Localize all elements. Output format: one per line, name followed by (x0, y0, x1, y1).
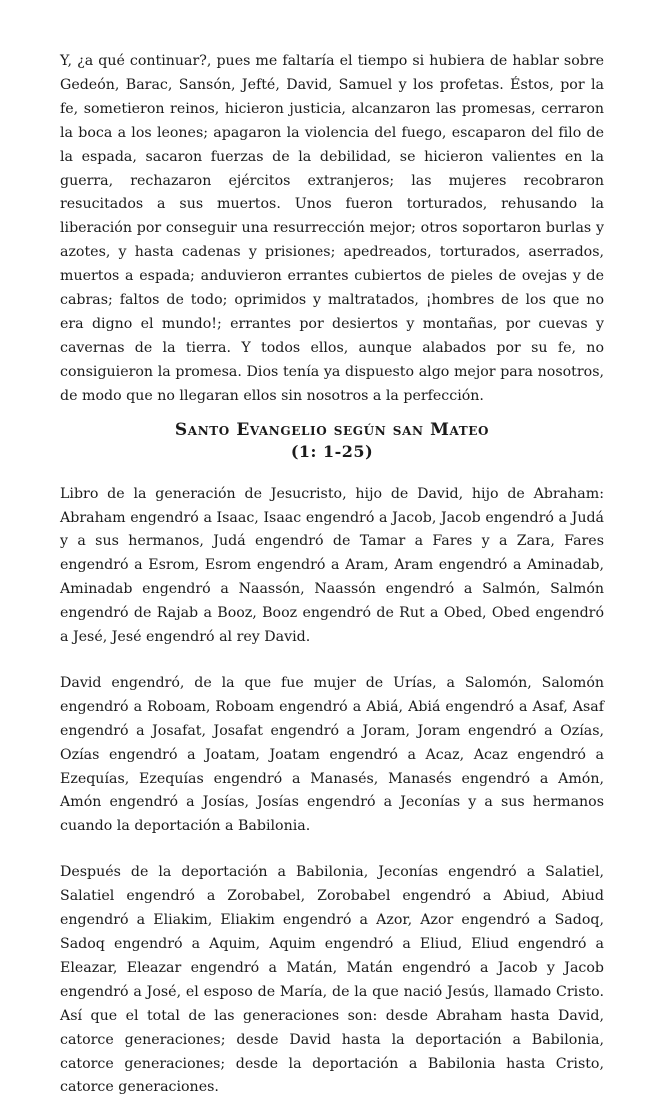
document-page (60, 50, 604, 1100)
gospel-paragraph-2: David engendró, de la que fue mujer de Urías, a Salomón, Salomón engendró a Roboam, Roboam engendró a Abiá, Abiá engendró a Asaf, Asaf engendró a Josafat, Josafat engendró a Joram, Joram engendró a Ozías, Ozías engendró a Joatam, Joatam engendró a Acaz, Acaz engendró a Ezequías, Ezequías engendró a Manasés, Manasés engendró a Amón, Amón engendró a Josías, Josías engendró a Jeconías y a sus hermanos cuando la deportación a Babilonia. (60, 674, 604, 835)
gospel-reference: (1: 1-25) (290, 441, 374, 461)
gospel-paragraph-3: Después de la deportación a Babilonia, Jeconías engendró a Salatiel, Salatiel engendró a Zorobabel, Zorobabel engendró a Abiud, Abiud engendró a Eliakim, Eliakim engendró a Azor, Azor engendró a Sadoq, Sadoq engendró a Aquim, Aquim engendró a Eliud, Eliud engendró a Eleazar, Eleazar engendró a Matán, Matán engendró a Jacob y Jacob engendró a José, el esposo de María, de la que nació Jesús, llamado Cristo. Así que el total de las generaciones son: desde Abraham hasta David, catorce generaciones; desde David hasta la deportación a Babilonia, catorce generaciones; desde la deportación a Babilonia hasta Cristo, catorce generaciones. (60, 864, 604, 1096)
reading-paragraph: Y, ¿a qué continuar?, pues me faltaría el tiempo si hubiera de hablar sobre Gedeón, Barac, Sansón, Jefté, David, Samuel y los profetas. Éstos, por la fe, sometieron reinos, hicieron justicia, alcanzaron las promesas, cerraron la boca a los leones; apagaron la violencia del fuego, escaparon del filo de la espada, sacaron fuerzas de la debilidad, se hicieron valientes en la guerra, rechazaron ejércitos extranjeros; las mujeres recobraron resucitados a sus muertos. Unos fueron torturados, rehusando la liberación por conseguir una resurrección mejor; otros soportaron burlas y azotes, y hasta cadenas y prisiones; apedreados, torturados, aserrados, muertos a espada; anduvieron errantes cubiertos de pieles de ovejas y de cabras; faltos de todo; oprimidos y maltratados, ¡hombres de los que no era digno el mundo!; errantes por desiertos y montañas, por cuevas y cavernas de la tierra. Y todos ellos, aunque alabados por su fe, no consiguieron la promesa. Dios tenía ya dispuesto algo mejor para nosotros, de modo que no llegaran ellos sin nosotros a la perfección. (60, 53, 604, 404)
gospel-heading (60, 419, 604, 463)
gospel-paragraph-1: Libro de la generación de Jesucristo, hijo de David, hijo de Abraham: Abraham engendró a Isaac, Isaac engendró a Jacob, Jacob engendró a Judá y a sus hermanos, Judá engendró de Tamar a Fares y a Zara, Fares engendró a Esrom, Esrom engendró a Aram, Aram engendró a Aminadab, Aminadab engendró a Naassón, Naassón engendró a Salmón, Salmón engendró de Rajab a Booz, Booz engendró de Rut a Obed, Obed engendró a Jesé, Jesé engendró al rey David. (60, 485, 604, 646)
gospel-title: Santo Evangelio según san Mateo (174, 419, 490, 440)
